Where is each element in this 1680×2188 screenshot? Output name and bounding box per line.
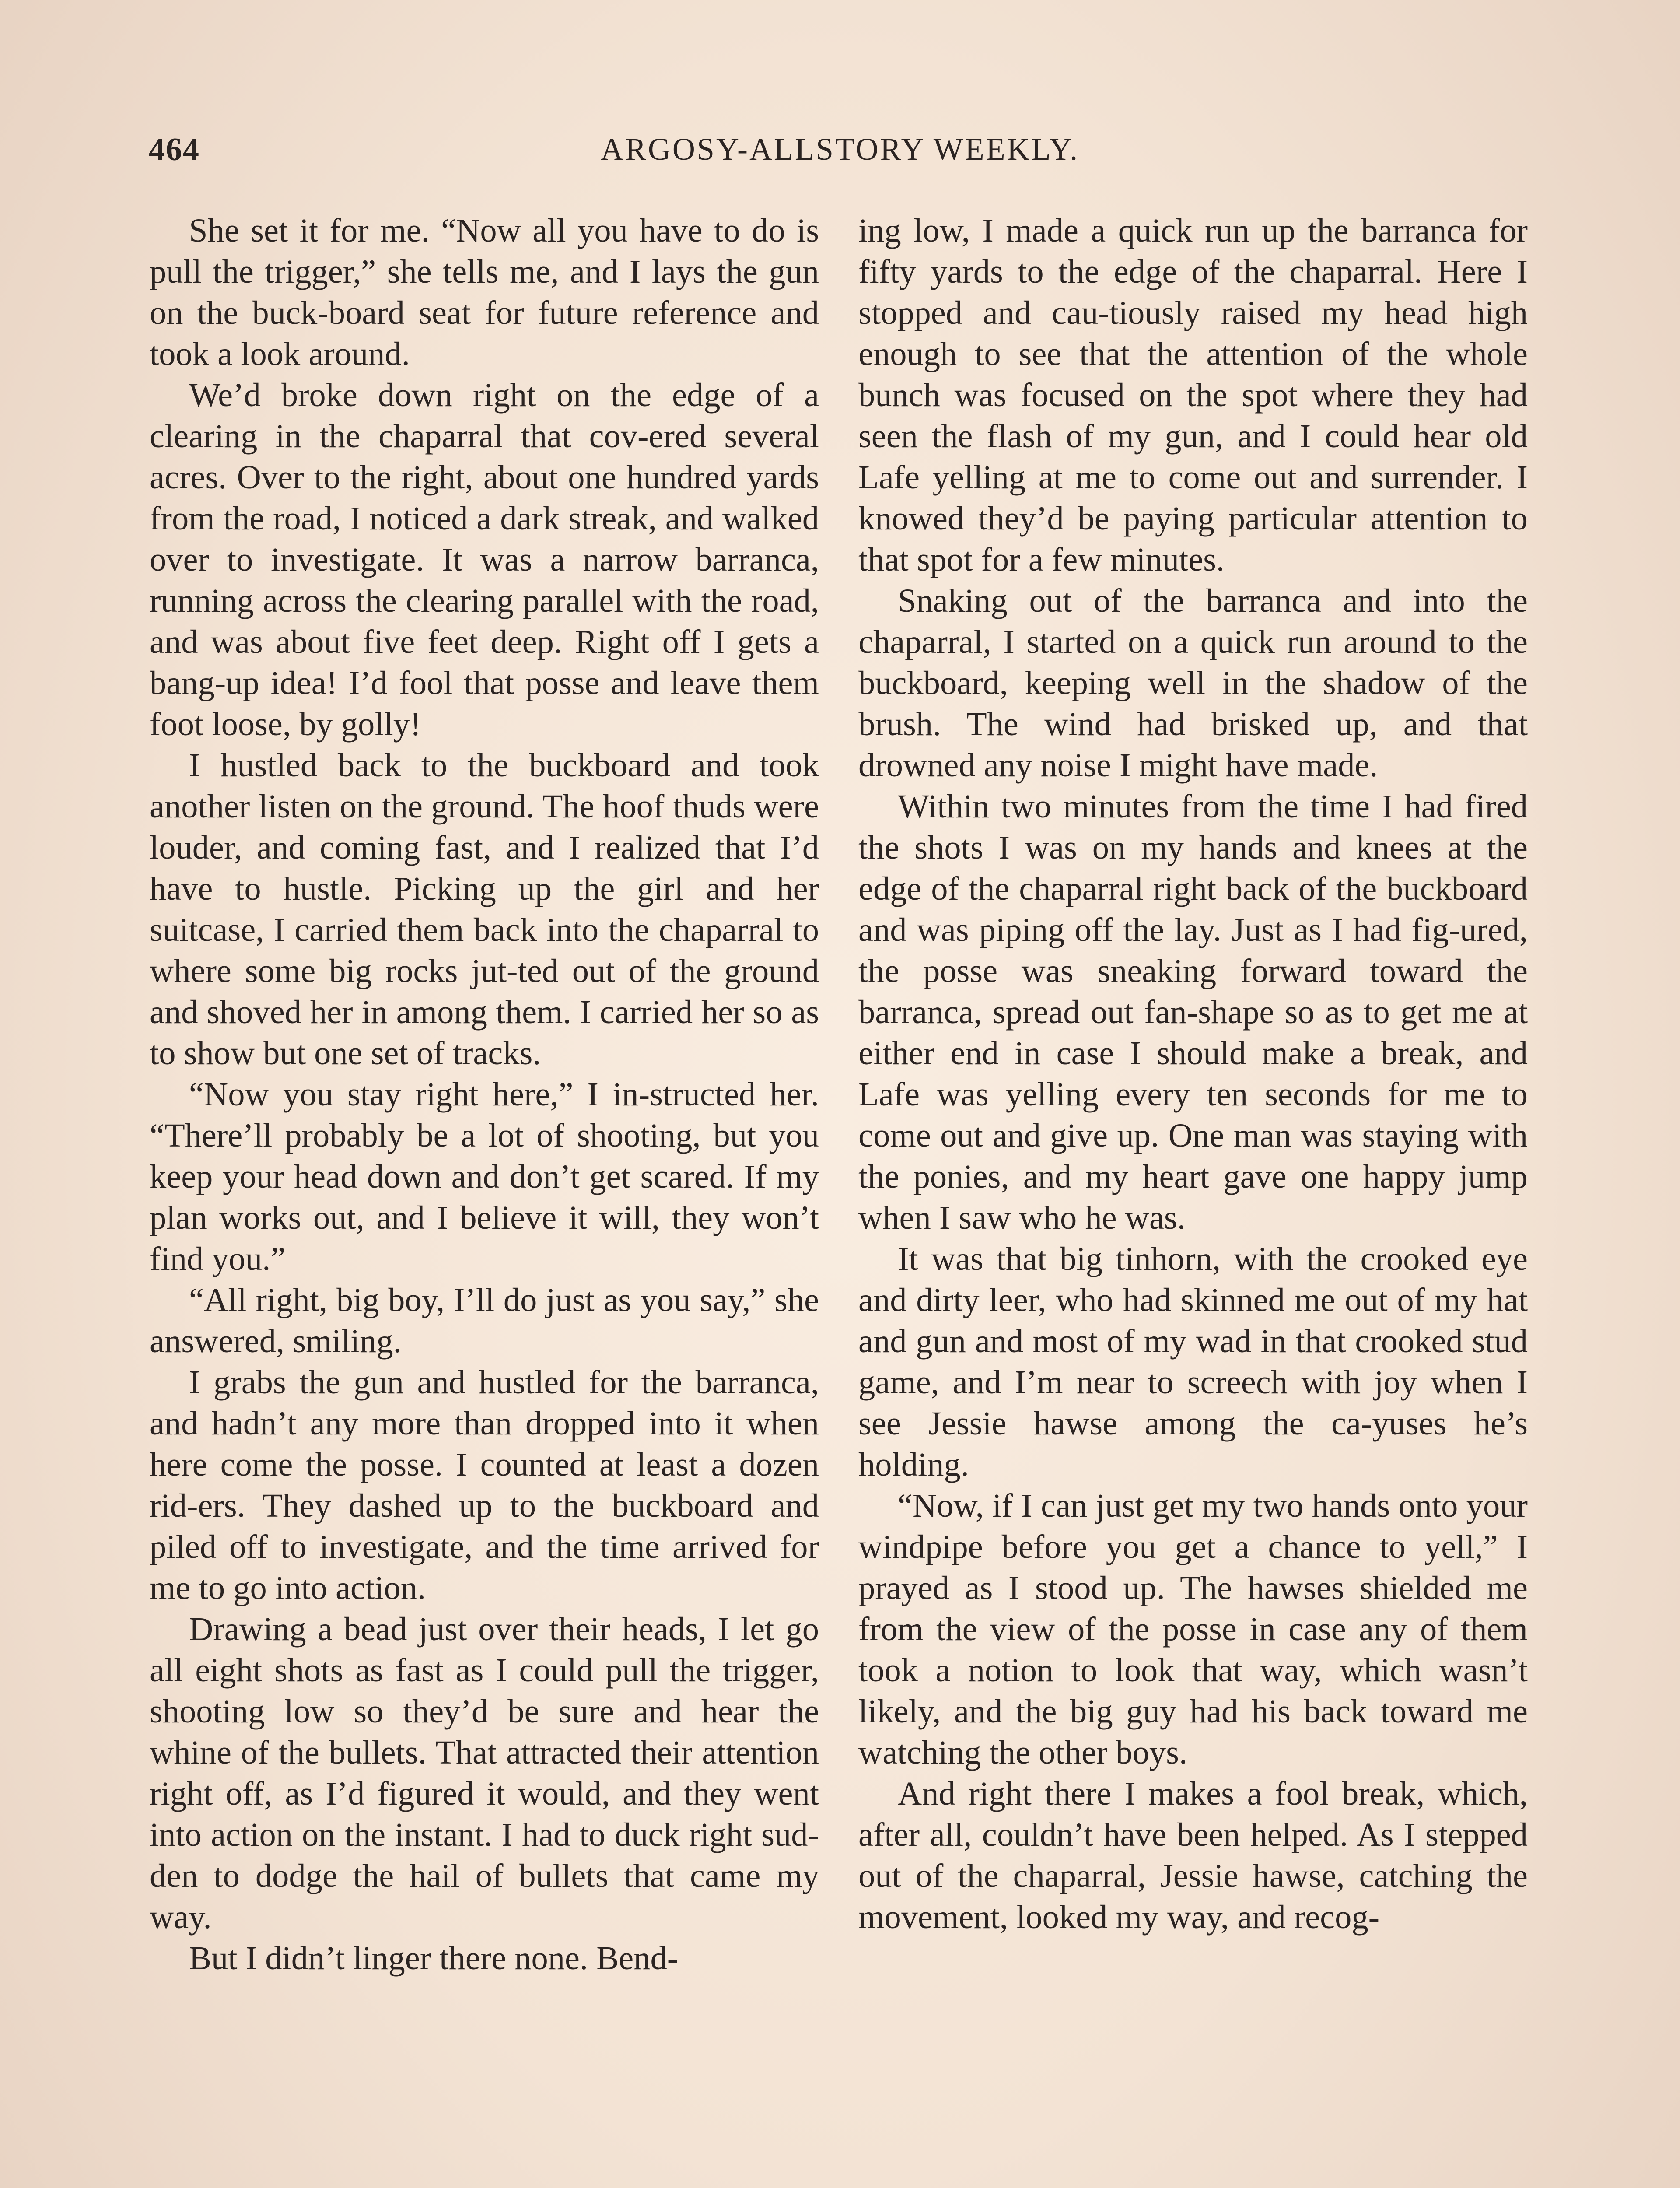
- publication-title: ARGOSY-ALLSTORY WEEKLY.: [600, 132, 1080, 167]
- paragraph: She set it for me. “Now all you have to do is pull the trigger,” she tells me, and I lays the gun on the buck-board seat for future reference and took a look around.: [150, 212, 819, 372]
- paragraph: “Now, if I can just get my two hands onto your windpipe before you get a chance to yell,” I prayed as I stood up. The hawses shielded me from the view of the posse in case any of them took a notion to look that way, which wasn’t likely, and the big guy had his back toward me watching the other boys.: [858, 1487, 1528, 1771]
- paragraph: We’d broke down right on the edge of a clearing in the chaparral that cov-ered several acres. Over to the right, about one hundred yards from the road, I noticed a dark streak, and walked over to investigate. It was a narrow barranca, running across the clearing parallel with the road, and was about five feet deep. Right off I gets a bang-up idea! I’d fool that posse and leave them foot loose, by golly!: [150, 376, 819, 743]
- paragraph: Within two minutes from the time I had fired the shots I was on my hands and knees at the edge of the chaparral right back of the buckboard and was piping off the lay. Just as I had fig-ured, the posse was sneaking forward toward the barranca, spread out fan-shape so as to get me at either end in case I should make a break, and Lafe was yelling every ten seconds for me to come out and give up. One man was staying with the ponies, and my heart gave one happy jump when I saw who he was.: [858, 788, 1528, 1236]
- paragraph: And right there I makes a fool break, which, after all, couldn’t have been helped. As I stepped out of the chaparral, Jessie hawse, catching the movement, looked my way, and recog-: [858, 1775, 1528, 1936]
- paragraph: I grabs the gun and hustled for the barranca, and hadn’t any more than dropped into it when here come the posse. I counted at least a dozen rid-ers. They dashed up to the buckboard and piled off to investigate, and the time arrived for me to go into action.: [150, 1364, 819, 1606]
- paragraph: I hustled back to the buckboard and took another listen on the ground. The hoof thuds were louder, and coming fast, and I realized that I’d have to hustle. Picking up the girl and her suitcase, I carried them back into the chaparral to where some big rocks jut-ted out of the ground and shoved her in among them. I carried her so as to show but one set of tracks.: [150, 747, 819, 1072]
- paragraph: Snaking out of the barranca and into the chaparral, I started on a quick run around to the buckboard, keeping well in the shadow of the brush. The wind had brisked up, and that drowned any noise I might have made.: [858, 582, 1528, 784]
- right-column: [858, 210, 1528, 1938]
- paragraph: It was that big tinhorn, with the crooked eye and dirty leer, who had skinned me out of my hat and gun and most of my wad in that crooked stud game, and I’m near to screech with joy when I see Jessie hawse among the ca-yuses he’s holding.: [858, 1240, 1528, 1483]
- paragraph: “All right, big boy, I’ll do just as you say,” she answered, smiling.: [150, 1281, 819, 1360]
- paragraph: Drawing a bead just over their heads, I let go all eight shots as fast as I could pull the trigger, shooting low so they’d be sure and hear the whine of the bullets. That attracted their attention right off, as I’d figured it would, and they went into action on the instant. I had to duck right sud-den to dodge the hail of bullets that came my way.: [150, 1610, 819, 1936]
- paragraph: “Now you stay right here,” I in-structed her. “There’ll probably be a lot of shooting, but you keep your head down and don’t get scared. If my plan works out, and I believe it will, they won’t find you.”: [150, 1076, 819, 1277]
- page-number: 464: [149, 132, 200, 168]
- paragraph: But I didn’t linger there none. Bend-: [189, 1939, 679, 1977]
- running-head: [149, 131, 1531, 184]
- left-column: [150, 210, 819, 1979]
- paragraph-continued: ing low, I made a quick run up the barranca for fifty yards to the edge of the chaparral. Here I stopped and cau-tiously raised my head high enough to see that the attention of the whole bunch was focused on the spot where they had seen the flash of my gun, and I could hear old Lafe yelling at me to come out and surrender. I knowed they’d be paying particular attention to that spot for a few minutes.: [858, 212, 1528, 578]
